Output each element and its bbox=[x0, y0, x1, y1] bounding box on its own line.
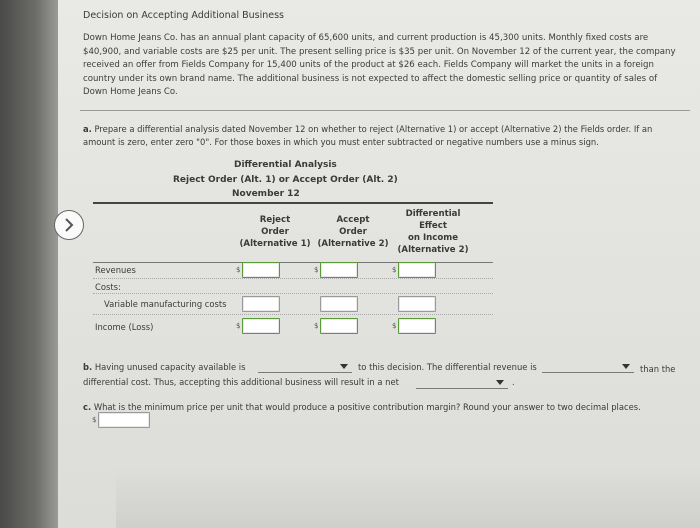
currency-sign: $ bbox=[236, 322, 241, 330]
next-question-button[interactable] bbox=[54, 210, 84, 240]
table-heading-1: Differential Analysis bbox=[234, 160, 337, 170]
part-a-instructions bbox=[83, 123, 683, 149]
col-header-accept: Accept Order (Alternative 2) bbox=[317, 215, 389, 249]
part-b-text-3: than the bbox=[640, 364, 676, 374]
page-shadow bbox=[116, 468, 700, 528]
unused-capacity-dropdown[interactable] bbox=[258, 360, 352, 373]
part-b-text-2: to this decision. The differential revenue is bbox=[358, 362, 537, 372]
income-reject-input[interactable] bbox=[236, 318, 280, 334]
variable-costs-differential-input[interactable] bbox=[398, 296, 436, 312]
problem-intro: Down Home Jeans Co. has an annual plant capacity of 65,600 units, and current production is 45,300 units. Monthly fixed costs are $40,900, and variable costs are $25 per unit. The present selling price is $35 per unit. On November 12 of the current year, the company received an offer from Fields Company for 15,400 units of the product at $26 each. Fields Company will market the units in a foreign country under its own brand name. The additional business is not expected to affect the domestic selling price or quantity of sales of Down Home Jeans Co. bbox=[83, 33, 676, 98]
chevron-down-icon bbox=[622, 364, 630, 369]
currency-sign: $ bbox=[392, 322, 397, 330]
left-sidebar bbox=[0, 0, 58, 528]
chevron-right-icon bbox=[63, 218, 75, 232]
row-label-variable-costs: Variable manufacturing costs bbox=[104, 299, 227, 309]
currency-sign: $ bbox=[314, 322, 319, 330]
page-title: Decision on Accepting Additional Business bbox=[83, 10, 285, 21]
col-header-differential: Differential Effect on Income (Alternative 2) bbox=[397, 209, 469, 255]
question-page bbox=[58, 0, 700, 528]
differential-revenue-dropdown[interactable] bbox=[542, 360, 634, 373]
row-label-income: Income (Loss) bbox=[95, 322, 154, 332]
variable-costs-accept-input[interactable] bbox=[320, 296, 358, 312]
variable-costs-reject-input[interactable] bbox=[242, 296, 280, 312]
row-divider bbox=[93, 314, 493, 315]
revenues-differential-input[interactable] bbox=[392, 262, 436, 278]
table-heading-2: Reject Order (Alt. 1) or Accept Order (Alt. 2) bbox=[173, 175, 398, 185]
table-heading-3: November 12 bbox=[232, 189, 300, 199]
currency-sign: $ bbox=[236, 266, 241, 274]
part-b-label: b. bbox=[83, 362, 93, 372]
part-b-period: . bbox=[512, 377, 515, 387]
currency-sign: $ bbox=[392, 266, 397, 274]
revenues-reject-input[interactable] bbox=[236, 262, 280, 278]
net-result-dropdown[interactable] bbox=[416, 376, 508, 389]
income-accept-input[interactable] bbox=[314, 318, 358, 334]
table-top-rule bbox=[93, 202, 493, 204]
chevron-down-icon bbox=[340, 364, 348, 369]
row-divider bbox=[93, 278, 493, 279]
part-c-question: c. What is the minimum price per unit that would produce a positive contribution margin? Round your answer to two decimal places. bbox=[83, 402, 641, 412]
divider bbox=[80, 110, 690, 111]
chevron-down-icon bbox=[496, 380, 504, 385]
row-label-costs: Costs: bbox=[95, 282, 121, 292]
col-header-reject: Reject Order (Alternative 1) bbox=[239, 215, 311, 249]
currency-sign: $ bbox=[314, 266, 319, 274]
part-c-label: c. bbox=[83, 402, 92, 412]
currency-sign: $ bbox=[92, 416, 97, 424]
row-divider bbox=[93, 293, 493, 294]
part-b-text-1: b. Having unused capacity available is bbox=[83, 362, 246, 372]
minimum-price-input[interactable] bbox=[92, 412, 150, 428]
part-b-text-4: differential cost. Thus, accepting this additional business will result in a net bbox=[83, 377, 399, 387]
part-a-text: Prepare a differential analysis dated November 12 on whether to reject (Alternative 1) or accept (Alternative 2) the Fields order. If an amount is zero, enter zero "0". For those boxes in which you must enter subtracted or negative numbers use a minus sign. bbox=[83, 124, 653, 147]
income-differential-input[interactable] bbox=[392, 318, 436, 334]
row-label-revenues: Revenues bbox=[95, 265, 136, 275]
part-a-label: a. bbox=[83, 124, 92, 134]
revenues-accept-input[interactable] bbox=[314, 262, 358, 278]
